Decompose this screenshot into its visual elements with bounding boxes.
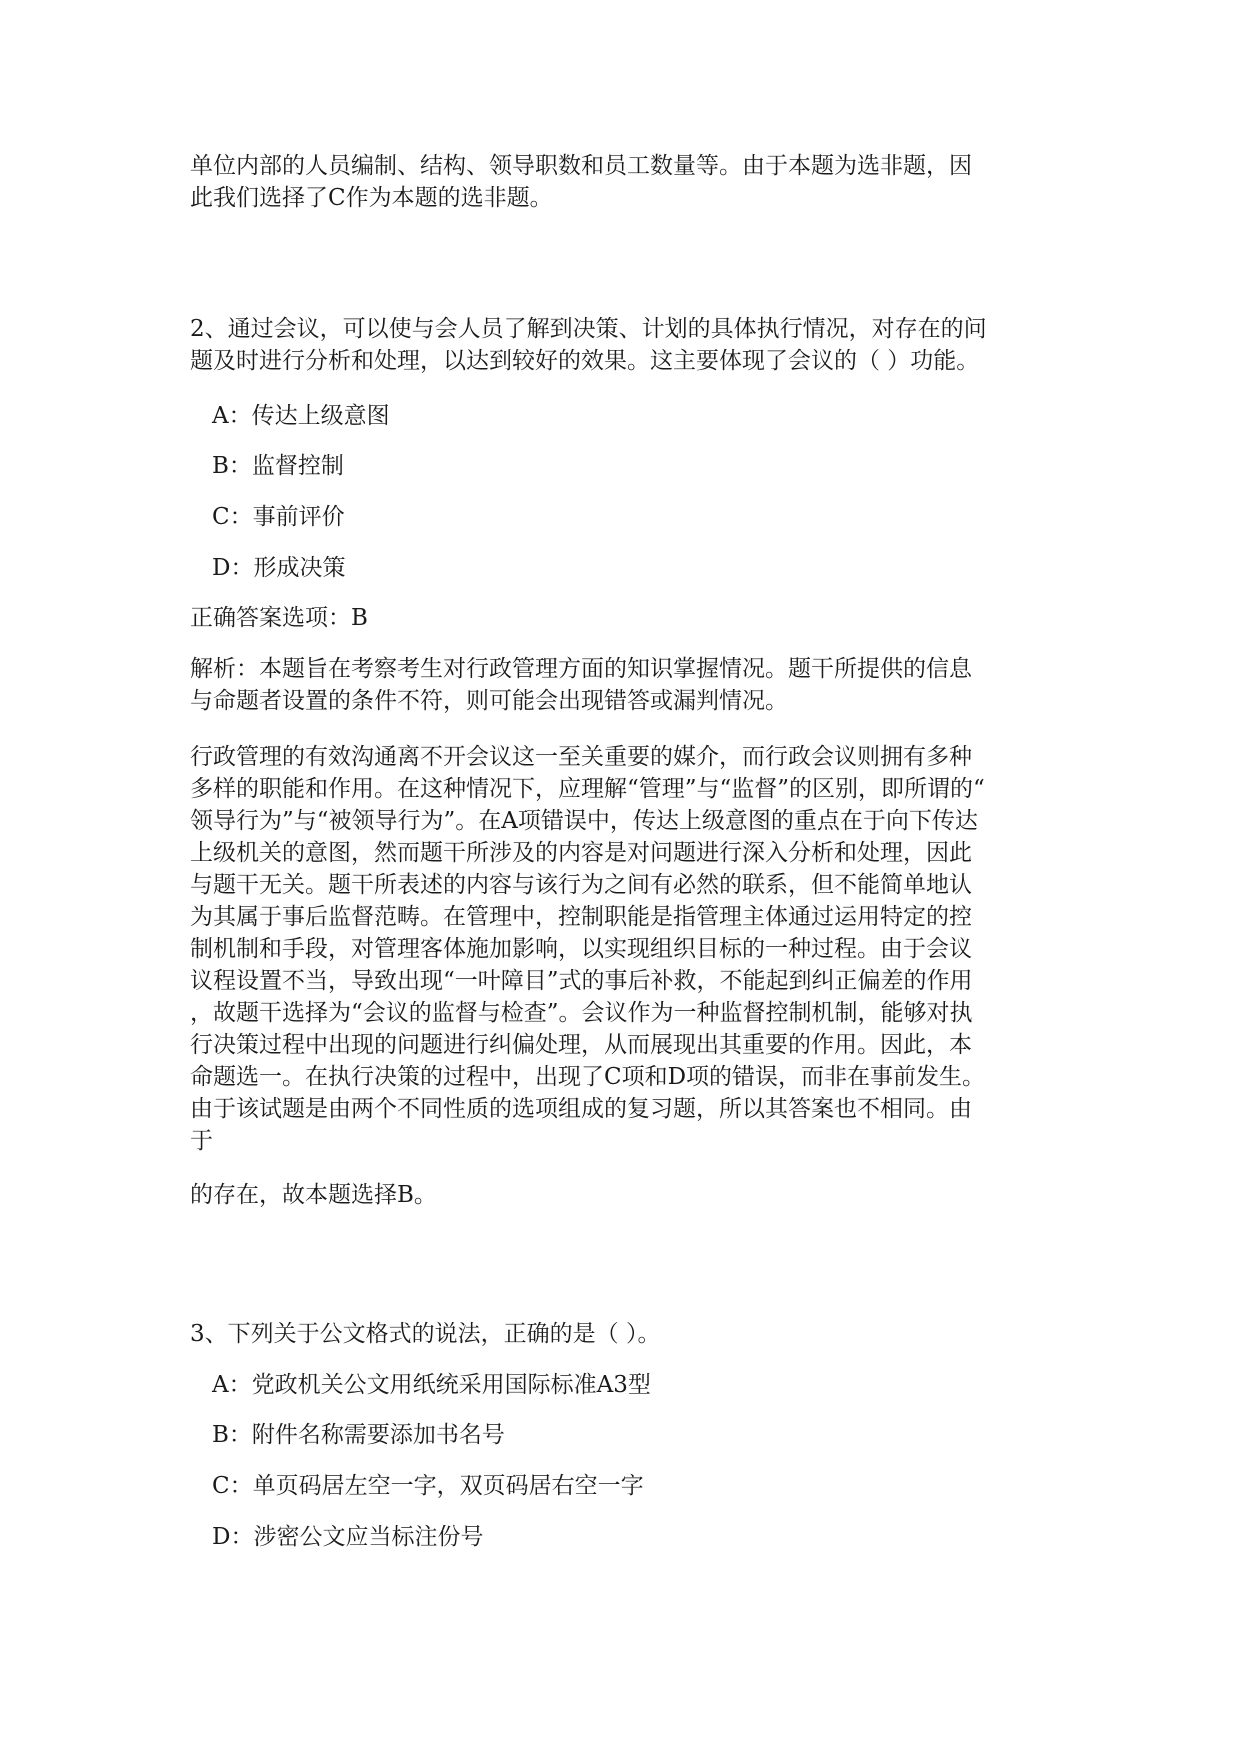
text-line: 单位内部的人员编制、结构、领导职数和员工数量等。由于本题为选非题，因 [190, 153, 972, 179]
question-2-option-c: C：事前评价 [212, 504, 345, 530]
question-2-option-b: B：监督控制 [212, 453, 344, 479]
text-line: 3、下列关于公文格式的说法，正确的是（ ）。 [190, 1321, 661, 1347]
text-line: 议程设置不当，导致出现“一叶障目”式的事后补救，不能起到纠正偏差的作用 [190, 968, 973, 994]
question-2-explanation [190, 741, 1040, 1157]
text-line: 上级机关的意图，然而题干所涉及的内容是对问题进行深入分析和处理，因此 [190, 840, 972, 866]
text-line: 的存在，故本题选择B。 [190, 1182, 437, 1208]
text-line: 于 [190, 1128, 213, 1154]
question-2-option-a: A：传达上级意图 [212, 403, 390, 429]
text-line: 为其属于事后监督范畴。在管理中，控制职能是指管理主体通过运用特定的控 [190, 904, 972, 930]
question-2-conclusion [190, 1179, 1040, 1211]
question-2-analysis [190, 653, 1040, 717]
text-line: 正确答案选项：B [190, 605, 368, 631]
text-line: 制机制和手段，对管理客体施加影响，以实现组织目标的一种过程。由于会议 [190, 936, 972, 962]
text-line: 行决策过程中出现的问题进行纠偏处理，从而展现出其重要的作用。因此，本 [190, 1032, 972, 1058]
text-line: ，故题干选择为“会议的监督与检查”。会议作为一种监督控制机制，能够对执 [190, 1000, 973, 1026]
text-line: 由于该试题是由两个不同性质的选项组成的复习题，所以其答案也不相同。由 [190, 1096, 972, 1122]
question-3-option-d: D：涉密公文应当标注份号 [212, 1524, 484, 1550]
text-line: 题及时进行分析和处理，以达到较好的效果。这主要体现了会议的（ ）功能。 [190, 348, 980, 374]
question-2-stem [190, 313, 1040, 377]
text-line: 与命题者设置的条件不符，则可能会出现错答或漏判情况。 [190, 688, 788, 714]
text-line: 命题选一。在执行决策的过程中，出现了C项和D项的错误，而非在事前发生。 [190, 1064, 986, 1090]
question-3-option-c: C：单页码居左空一字，双页码居右空一字 [212, 1473, 644, 1499]
continuation-paragraph [190, 150, 1040, 214]
question-3-stem [190, 1318, 1040, 1350]
question-3-option-a: A：党政机关公文用纸统采用国际标准A3型 [212, 1372, 651, 1398]
text-line: 2、通过会议，可以使与会人员了解到决策、计划的具体执行情况，对存在的问 [190, 316, 987, 342]
text-line: 与题干无关。题干所表述的内容与该行为之间有必然的联系，但不能简单地认 [190, 872, 972, 898]
question-2-option-d: D：形成决策 [212, 555, 346, 581]
text-line: 解析：本题旨在考察考生对行政管理方面的知识掌握情况。题干所提供的信息 [190, 656, 972, 682]
text-line: 领导行为”与“被领导行为”。在A项错误中，传达上级意图的重点在于向下传达 [190, 808, 978, 834]
text-line: 行政管理的有效沟通离不开会议这一至关重要的媒介，而行政会议则拥有多种 [190, 744, 972, 770]
question-2-answer [190, 602, 1040, 634]
text-line: 此我们选择了C作为本题的选非题。 [190, 185, 553, 211]
text-line: 多样的职能和作用。在这种情况下，应理解“管理”与“监督”的区别，即所谓的“ [190, 776, 985, 802]
question-3-option-b: B：附件名称需要添加书名号 [212, 1422, 505, 1448]
